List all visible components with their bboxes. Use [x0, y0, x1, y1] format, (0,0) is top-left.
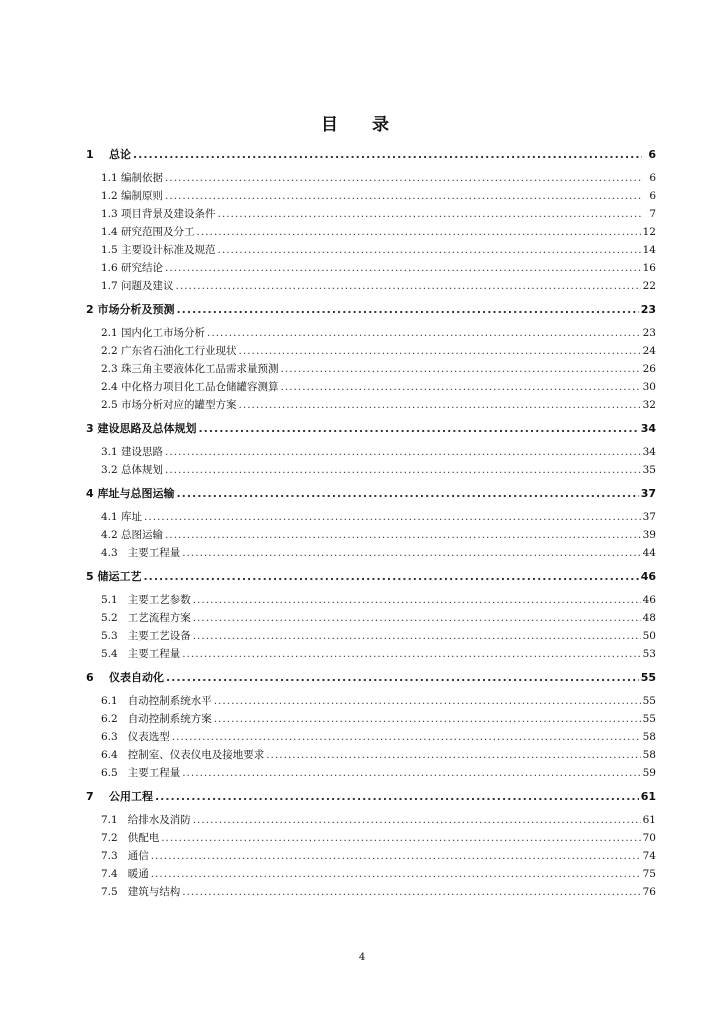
toc-entry-title: 3 建设思路及总体规划: [86, 422, 197, 435]
toc-entry-page-number: 6: [649, 172, 656, 184]
toc-entry-page-number: 35: [642, 464, 656, 476]
toc-entry-page-number: 22: [642, 280, 656, 292]
toc-entry-title: 2.2 广东省石油化工行业现状: [101, 345, 237, 357]
toc-entry-page-number: 50: [642, 630, 656, 642]
toc-section-entry[interactable]: [86, 223, 656, 241]
toc-entry-page-number: 48: [642, 612, 656, 624]
toc-entry-page-number: 70: [642, 832, 656, 844]
toc-entry-title: 4 库址与总图运输: [86, 487, 175, 500]
toc-section-entry[interactable]: [86, 829, 656, 847]
toc-entry-page-number: 61: [642, 814, 656, 826]
toc-entry-title: 2.3 珠三角主要液体化工品需求量预测: [101, 363, 279, 375]
toc-section-entry[interactable]: [86, 746, 656, 764]
toc-entry-page-number: 58: [642, 749, 656, 761]
toc-entry-page-number: 55: [642, 695, 656, 707]
toc-entry-page-number: 75: [642, 868, 656, 880]
toc-entry-page-number: 23: [640, 303, 656, 316]
dot-leader: [281, 378, 641, 396]
toc-entry-title: 5.2 工艺流程方案: [101, 612, 191, 624]
toc-entry-page-number: 6: [649, 190, 656, 202]
toc-section-entry[interactable]: [86, 692, 656, 710]
toc-section-entry[interactable]: [86, 277, 656, 295]
toc-section-entry[interactable]: [86, 591, 656, 609]
toc-chapter-entry[interactable]: [86, 146, 656, 164]
dot-leader: [207, 324, 641, 342]
toc-section-entry[interactable]: [86, 847, 656, 865]
toc-chapter-entry[interactable]: [86, 301, 656, 319]
toc-section-entry[interactable]: [86, 526, 656, 544]
dot-leader: [182, 544, 640, 562]
toc-section-entry[interactable]: [86, 609, 656, 627]
toc-entry-title: 6.1 自动控制系统水平: [101, 695, 212, 707]
toc-entry-page-number: 16: [642, 262, 656, 274]
toc-entry-title: 6 仪表自动化: [86, 671, 164, 684]
toc-entry-page-number: 46: [642, 594, 656, 606]
toc-entry-title: 4.3 主要工程量: [101, 547, 181, 559]
dot-leader: [193, 811, 641, 829]
dot-leader: [218, 241, 641, 259]
toc-section-entry[interactable]: [86, 443, 656, 461]
toc-entry-page-number: 7: [649, 208, 656, 220]
dot-leader: [214, 710, 641, 728]
toc-section-entry[interactable]: [86, 883, 656, 901]
toc-entry-page-number: 44: [642, 547, 656, 559]
toc-entry-page-number: 58: [642, 731, 656, 743]
toc-entry-page-number: 53: [642, 648, 656, 660]
page-number: 4: [358, 952, 366, 963]
toc-entry-title: 6.3 仪表选型: [101, 731, 170, 743]
toc-chapter-entry[interactable]: [86, 788, 656, 806]
toc-entry-page-number: 59: [642, 767, 656, 779]
toc-section-entry[interactable]: [86, 764, 656, 782]
toc-entry-page-number: 30: [642, 381, 656, 393]
dot-leader: [182, 764, 640, 782]
toc-entry-title: 7.2 供配电: [101, 832, 160, 844]
dot-leader: [198, 420, 638, 438]
toc-entry-title: 3.1 建设思路: [101, 446, 164, 458]
toc-chapter-entry[interactable]: [86, 485, 656, 503]
toc-entry-page-number: 14: [642, 244, 656, 256]
dot-leader: [193, 609, 641, 627]
dot-leader: [166, 669, 639, 687]
toc-section-entry[interactable]: [86, 378, 656, 396]
toc-entry-title: 6.4 控制室、仪表仪电及接地要求: [101, 749, 265, 761]
toc-entry-page-number: 37: [642, 511, 656, 523]
toc-entry-page-number: 55: [642, 713, 656, 725]
toc-entry-title: 7.4 暖通: [101, 868, 149, 880]
dot-leader: [143, 568, 638, 586]
toc-section-entry[interactable]: [86, 627, 656, 645]
toc-entry-page-number: 34: [640, 422, 656, 435]
toc-section-entry[interactable]: [86, 728, 656, 746]
toc-entry-title: 1.2 编制原则: [101, 190, 164, 202]
toc-entry-title: 1.7 问题及建议: [101, 280, 174, 292]
toc-entry-title: 1.4 研究范围及分工: [101, 226, 195, 238]
dot-leader: [151, 847, 641, 865]
toc-entry-title: 7.1 给排水及消防: [101, 814, 191, 826]
toc-entry-page-number: 76: [642, 886, 656, 898]
page-title: 目 录: [321, 115, 403, 135]
toc-section-entry[interactable]: [86, 324, 656, 342]
toc-entry-page-number: 26: [642, 363, 656, 375]
dot-leader: [176, 277, 641, 295]
toc-section-entry[interactable]: [86, 205, 656, 223]
toc-section-entry[interactable]: [86, 360, 656, 378]
toc-section-entry[interactable]: [86, 508, 656, 526]
dot-leader: [197, 223, 641, 241]
toc-entry-page-number: 37: [640, 487, 656, 500]
toc-section-entry[interactable]: [86, 342, 656, 360]
toc-entry-title: 6.2 自动控制系统方案: [101, 713, 212, 725]
toc-entry-title: 5.4 主要工程量: [101, 648, 181, 660]
dot-leader: [214, 692, 641, 710]
toc-entry-page-number: 46: [640, 570, 656, 583]
dot-leader: [155, 788, 639, 806]
toc-entry-title: 1.3 项目背景及建设条件: [101, 208, 216, 220]
dot-leader: [281, 360, 641, 378]
dot-leader: [165, 526, 641, 544]
toc-entry-title: 6.5 主要工程量: [101, 767, 181, 779]
dot-leader: [176, 485, 638, 503]
toc-entry-title: 2.5 市场分析对应的罐型方案: [101, 399, 237, 411]
toc-section-entry[interactable]: [86, 461, 656, 479]
dot-leader: [165, 169, 642, 187]
toc-entry-page-number: 24: [642, 345, 656, 357]
dot-leader: [133, 146, 642, 164]
dot-leader: [239, 342, 641, 360]
dot-leader: [193, 591, 641, 609]
dot-leader: [239, 396, 641, 414]
dot-leader: [218, 205, 642, 223]
toc-entry-title: 1.1 编制依据: [101, 172, 164, 184]
toc-section-entry[interactable]: [86, 544, 656, 562]
toc-section-entry[interactable]: [86, 710, 656, 728]
toc-section-entry[interactable]: [86, 259, 656, 277]
dot-leader: [176, 301, 638, 319]
dot-leader: [165, 259, 641, 277]
toc-entry-title: 3.2 总体规划: [101, 464, 164, 476]
toc-section-entry[interactable]: [86, 396, 656, 414]
dot-leader: [193, 627, 641, 645]
toc-entry-title: 1.6 研究结论: [101, 262, 164, 274]
toc-entry-page-number: 74: [642, 850, 656, 862]
toc-section-entry[interactable]: [86, 169, 656, 187]
dot-leader: [151, 865, 641, 883]
toc-chapter-entry[interactable]: [86, 669, 656, 687]
toc-entry-title: 5.3 主要工艺设备: [101, 630, 191, 642]
toc-entry-title: 7.3 通信: [101, 850, 149, 862]
toc-entry-title: 2 市场分析及预测: [86, 303, 175, 316]
toc-section-entry[interactable]: [86, 811, 656, 829]
toc-section-entry[interactable]: [86, 645, 656, 663]
toc-entry-page-number: 6: [648, 148, 656, 161]
toc-entry-title: 5 储运工艺: [86, 570, 142, 583]
toc-entry-title: 2.1 国内化工市场分析: [101, 327, 206, 339]
table-of-contents: [86, 146, 656, 901]
toc-entry-title: 7.5 建筑与结构: [101, 886, 181, 898]
toc-entry-page-number: 32: [642, 399, 656, 411]
dot-leader: [144, 508, 641, 526]
dot-leader: [266, 746, 640, 764]
toc-entry-page-number: 12: [642, 226, 656, 238]
toc-chapter-entry[interactable]: [86, 420, 656, 438]
toc-section-entry[interactable]: [86, 187, 656, 205]
toc-entry-title: 4.2 总图运输: [101, 529, 164, 541]
toc-entry-title: 2.4 中化格力项目化工品仓储罐容测算: [101, 381, 279, 393]
toc-chapter-entry[interactable]: [86, 568, 656, 586]
dot-leader: [165, 443, 641, 461]
toc-entry-page-number: 61: [640, 790, 656, 803]
toc-entry-title: 1 总论: [86, 148, 131, 161]
toc-entry-page-number: 55: [640, 671, 656, 684]
toc-entry-page-number: 34: [642, 446, 656, 458]
toc-entry-page-number: 39: [642, 529, 656, 541]
dot-leader: [182, 645, 640, 663]
dot-leader: [165, 187, 642, 205]
dot-leader: [182, 883, 640, 901]
toc-entry-title: 4.1 库址: [101, 511, 143, 523]
dot-leader: [165, 461, 641, 479]
toc-entry-title: 1.5 主要设计标准及规范: [101, 244, 216, 256]
dot-leader: [161, 829, 640, 847]
toc-section-entry[interactable]: [86, 865, 656, 883]
toc-entry-title: 5.1 主要工艺参数: [101, 594, 191, 606]
dot-leader: [172, 728, 641, 746]
toc-entry-page-number: 23: [642, 327, 656, 339]
toc-section-entry[interactable]: [86, 241, 656, 259]
toc-entry-title: 7 公用工程: [86, 790, 153, 803]
